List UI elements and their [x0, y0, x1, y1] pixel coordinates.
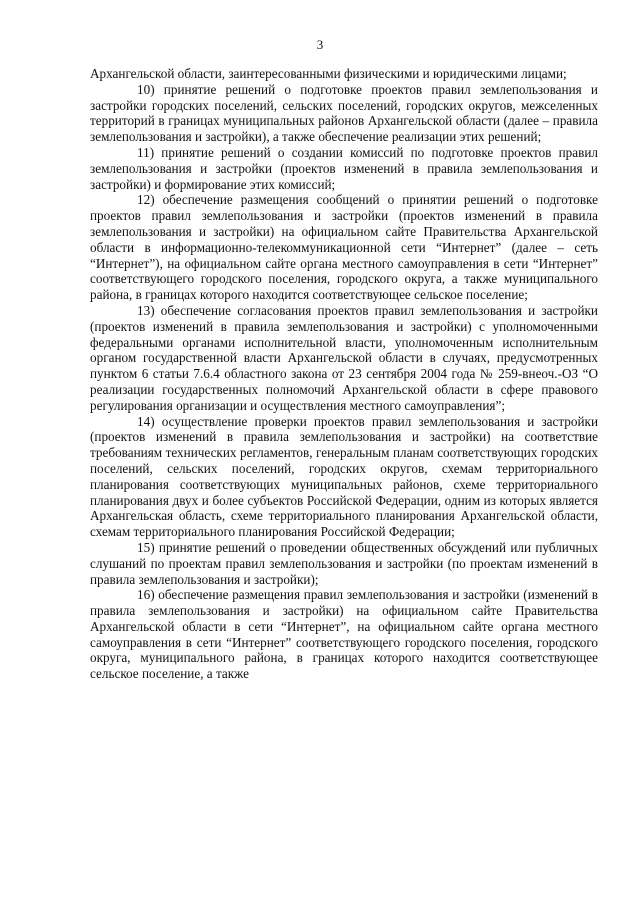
paragraph-item-14: 14) осуществление проверки проектов правил землепользования и застройки (проектов изменений в правила землепользования и застройки) на соответствие требованиям технических регламентов, генеральным планам соответствующих городских поселений, сельских поселений, городских округов, схемам территориального планирования соответствующих муниципальных районов, схеме территориального планирования двух и более субъектов Российской Федерации, одним из которых является Архангельская область, схеме территориального планирования Архангельской области, схемам территориального планирования Российской Федерации; [90, 413, 598, 540]
paragraph-continuation: Архангельской области, заинтересованными физическими и юридическими лицами; [90, 66, 567, 81]
paragraph-item-11: 11) принятие решений о создании комиссий по подготовке проектов правил землепользования и застройки (проектов изменений в правила землепользования и застройки) и формирование этих комиссий; [90, 144, 598, 192]
paragraph-item-10: 10) принятие решений о подготовке проектов правил землепользования и застройки городских поселений, сельских поселений, городских округов, межселенных территорий в границах муниципальных районов Архангельской области (далее – правила землепользования и застройки), а также обеспечение реализации этих решений; [90, 81, 598, 145]
paragraph-item-13: 13) обеспечение согласования проектов правил землепользования и застройки (проектов изменений в правила землепользования и застройки) с уполномоченными федеральными органами исполнительной власти, уполномоченным исполнительным органом государственной власти Архангельской области в случаях, предусмотренных пунктом 6 статьи 7.6.4 областного закона от 23 сентября 2004 года № 259-внеоч.-ОЗ “О реализации государственных полномочий Архангельской области в сфере правового регулирования организации и осуществления местного самоуправления”; [90, 302, 598, 413]
document-body [90, 66, 598, 682]
paragraph-item-12: 12) обеспечение размещения сообщений о принятии решений о подготовке проектов правил землепользования и застройки (проектов изменений в правила землепользования и застройки) на официальном сайте Правительства Архангельской области в информационно-телекоммуникационной сети “Интернет” (далее – сеть “Интернет”), на официальном сайте органа местного самоуправления в сети “Интернет” соответствующего городского поселения, городского округа, а также муниципального района, в границах которого находится соответствующее сельское поселение; [90, 192, 598, 303]
paragraph-item-15: 15) принятие решений о проведении общественных обсуждений или публичных слушаний по проектам правил землепользования и застройки (по проектам изменений в правила землепользования и застройки); [90, 539, 598, 587]
paragraph-item-16: 16) обеспечение размещения правил землепользования и застройки (изменений в правила землепользования и застройки) на официальном сайте Правительства Архангельской области в сети “Интернет”, на официальном сайте органа местного самоуправления в сети “Интернет” соответствующего городского поселения, городского округа, муниципального района, в границах которого находится соответствующее сельское поселение, а также [90, 587, 598, 682]
page-number: 3 [316, 37, 324, 52]
